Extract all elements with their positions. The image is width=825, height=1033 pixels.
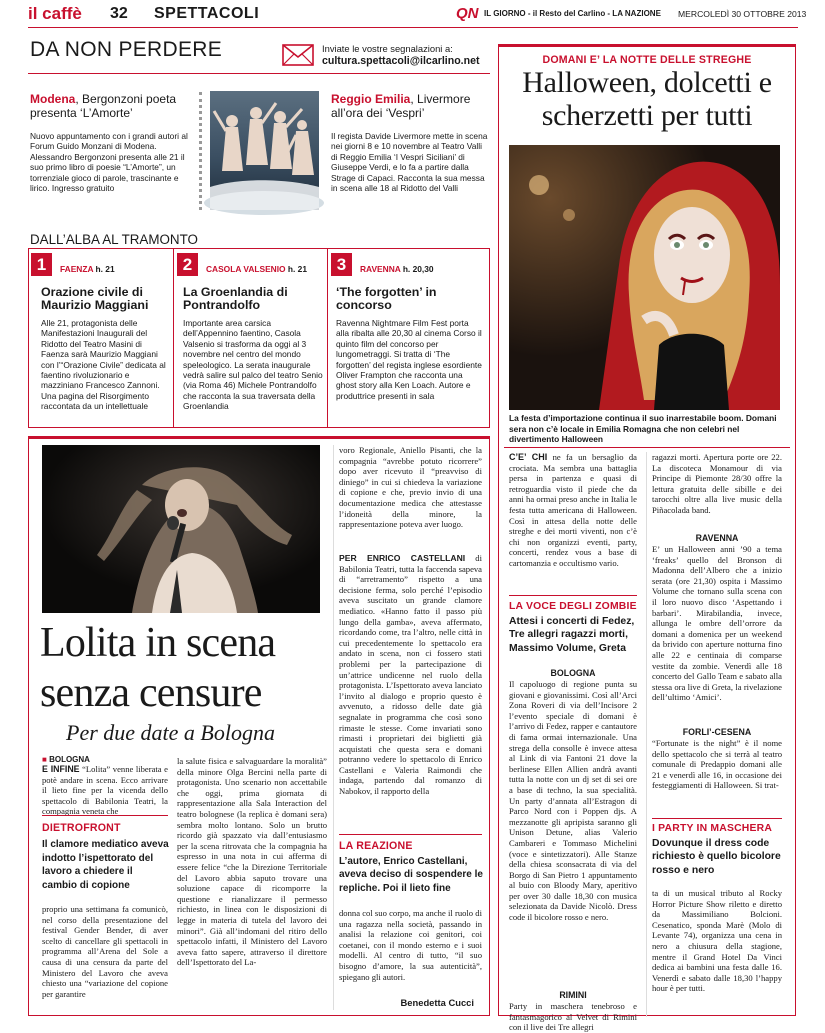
col3-text: di Babilonia Teatri, tutta la faccenda sapeva di “arretramento” rispetto a una decisione ferma, solo perché l’episodio aveva suscitato un grande clamore mediatico. «Hanno fatto il passo più lungo della gamba», aveva affermato, ricordando come, tra l’altro, nelle città in cui precedentemente lo spettacolo era andato in scena, non ci fossero stati problemi per la partecipazione di un’attrice undicenne nel ruolo della protagonista. L’Ispettorato aveva lanciato l’invito al dialogo e proprio questo è avvenuto, a ridosso delle date già segnalate in programma che così sono rimaste le stesse. Come invariati sono rimasti i proprietari dei biglietti già acquistati che questa sera e domani potranno vedere lo spettacolo di Enrico Castellani e Valeria Raimondi che indaga, partendo dal romanzo di Nabokov, il rapporto della <box>339 553 482 797</box>
article-author: Benedetta Cucci <box>400 997 474 1008</box>
dancers-photo <box>210 91 319 210</box>
bologna-label: BOLOGNA <box>550 668 596 678</box>
newspapers-label: IL GIORNO - il Resto del Carlino - LA NAZIONE <box>484 9 661 18</box>
event-place <box>60 264 115 274</box>
event-place <box>206 264 307 274</box>
event-number: 1 <box>31 253 52 276</box>
story-headline <box>30 92 195 120</box>
forli-body: “Fortunate is the night” è il nome dello spettacolo che si terrà al teatro comunale di Predappio domani alle 21 e venerdì alle 16, in occasione dei festeggiamenti di Halloween. Si trat- <box>652 738 782 791</box>
da-non-perdere-title: DA NON PERDERE <box>30 38 223 61</box>
lolita-lead-body <box>42 764 168 816</box>
page-header <box>28 4 807 28</box>
story-body: Nuovo appuntamento con i grandi autori al Forum Guido Monzani di Modena. Alessandro Bergonzoni presenta alle 21 il suo primo libro di poesie “L’Amorte”, un torrenziale gioco di parole, trascinante e lirico. Ingresso gratuito <box>30 131 188 194</box>
mail-icon <box>282 44 314 66</box>
halloween-photo <box>509 145 780 410</box>
invite-text: Inviate le vostre segnalazioni a: <box>322 43 453 54</box>
story-livermore <box>331 92 489 222</box>
event-city: FAENZA <box>60 264 94 274</box>
story-bergonzoni <box>30 92 195 222</box>
section-title: SPETTACOLI <box>154 5 260 22</box>
bologna-body: Il capoluogo di regione punta su giovani e giovanissimi. Così all’Arci Zona Roveri di via dell’Incisore 2 l’evento speciale di domani è l’arrivo di Fedez, rapper e cantautore di fama ormai internazionale. Una strega della consolle è invece attesa al Link di via Fantoni 21 dove la berlinese Ellen Allien andrà avanti tutta la notte con un dj set di sei ore a base di techno, la sua specialità. Un party d’annata all’Estragon di Parco Nord con i Poppen djs. A mezzanotte gli apripista saranno gli Unison Detune, alias Valerio Cambareri e Tommaso Michelini (voce e sintetizzatori). Alle Stanze della chiesa sconsacrata di via del Borgo di San Pietro 1 appuntamento al buio con Bloody Mary, aperitivo per over 30 dalle 18,30 con musica selezionata da Davide Nicolò. Dress code il bicolore rosso e nero. <box>509 679 637 923</box>
event-city: RAVENNA <box>360 264 401 274</box>
lolita-col3-bottom: donna col suo corpo, ma anche il ruolo di una ragazza nella società, passando in analisi la relazione coi genitori, coi coetanei, con il mondo esterno e i suoi modelli. Al centro di tutto, “il suo bisogno d’amore, la sua autenticità”, spiegano gli autori. <box>339 908 482 982</box>
dietrofront-kicker: DIETROFRONT <box>42 822 121 834</box>
lolita-lead <box>42 755 168 816</box>
rimini-body: Party in maschera tenebroso e fantasmagorico al Velvet di Rimini con il live dei Tre allegri <box>509 1001 637 1033</box>
event-body: Alle 21, protagonista delle Manifestazioni Inaugurali del Ridotto del Teatro Masini di Faenza sarà Maurizio Maggiani con l’“Orazione Civile” dedicata al faentino rivoluzionario e mazziniano Francesco Zannoni. Una pagina del Risorgimento raccontata da un intellettuale <box>41 318 166 412</box>
lead-body: ne fa un bersaglio da crociata. Ma sembra una battaglia persa in partenza e quasi di retroguardia visto il piede che da anni ha ormai preso anche in Italia le festa tutta americana di Halloween. Così in attesa della notte delle streghe e dei morti viventi, non c’è chi non organizzi eventi, party, concerti, rendez vous a base di cartomanzia e occultismo vario. <box>509 452 637 568</box>
halloween-caption: La festa d’importazione continua il suo inarrestabile boom. Domani sera non c’è locale in Emilia Romagna che non celebri nel divertimento Halloween <box>509 413 777 445</box>
lolita-place: ■ BOLOGNA <box>42 755 90 764</box>
event-title: La Groenlandia di Pontrandolfo <box>183 285 288 313</box>
event-time: h. 21 <box>95 264 115 274</box>
story-headline-rest: , Bergonzoni poeta presenta ‘L’Amorte’ <box>30 92 177 120</box>
story-city: Modena <box>30 92 76 106</box>
party-body: ta di un musical tributo al Rocky Horror Picture Show riletto e diretto da Massimiliano Bolcioni. Cesenatico, sponda Marè (Molo di Levante 74), organizza una cena in nero a chiusura della stagione, mentre il Grand Hotel Da Vinci dedica ai bambini una festa dalle 16. Venerdì e sabato dalle 18,30 l’happy hour è per tutti. <box>652 888 782 994</box>
party-subhead: Dovunque il dress code richiesto è quello bicolore rosso e nero <box>652 838 781 876</box>
event-city: CASOLA VALSENIO <box>206 264 286 274</box>
halloween-col2-top: ragazzi morti. Apertura porte ore 22. La discoteca Monamour di via Principe di Piemonte 28/30 offre la lettura gratuita delle sibille e dei tarocchi oltre alla live music della Piñacolada band. <box>652 452 782 515</box>
rimini-label: RIMINI <box>559 990 587 1000</box>
alba-title: DALL’ALBA AL TRAMONTO <box>30 232 198 247</box>
event-time: h. 21 <box>287 264 307 274</box>
dotted-divider <box>199 92 202 210</box>
invite-email[interactable]: cultura.spettacoli@ilcarlino.net <box>322 55 480 67</box>
story-headline-rest: , Livermore all’ora dei ‘Vespri’ <box>331 92 471 120</box>
reazione-kicker: LA REAZIONE <box>339 840 413 852</box>
event-body: Ravenna Nightmare Film Fest porta alla ribalta alle 20,30 al cinema Corso il quinto film del concorso per lungometraggi. Si tratta di ‘The forgotten’ del regista inglese esordiente Oliver Frampton che racconta una ghost story alla Ken Loach. Autore e produttrice presenti in sala <box>336 318 482 401</box>
page-date: MERCOLEDÌ 30 OTTOBRE 2013 <box>678 9 807 19</box>
lolita-title: Lolita in scena senza censure <box>40 620 276 716</box>
event-time: h. 20,30 <box>402 264 434 274</box>
lead-label: C’E’ CHI <box>509 452 548 462</box>
lolita-col2: la salute fisica e salvaguardare la moralità” della minore Olga Bercini nella parte di protagonista. Uno scenario non accettabile che oggi, prima giornata di rappresentazione alla Sala Interaction del teatro bolognese (la replica è domani sera) sembra molto lontano. Solo un brutto ricordo già spazzato via dall’entusiasmo per la scena ritrovata che la compagnia ha espresso in una nota in cui afferma di essere felice “che la Direzione Territoriale del Lavoro abbia saputo trovare una soluzione capace di ricomporre la questione e rianalizzare il permesso richiesto, in linea con le disposizioni di legge in materia di tutela del lavoro dei minori”. Già all’indomani del ritiro dello spettacolo infatti, il Ministero del Lavoro aveva fatto sapere, attraverso il direttore dell’Ispettorato del La- <box>177 756 327 968</box>
qn-logo: QN <box>456 5 479 22</box>
lolita-col3-top: voro Regionale, Aniello Pisanti, che la compagnia “avrebbe potuto ricorrere” dopo aver ricevuto il “preavviso di diniego” in cui si chiedeva la variazione di copione e che, previo invio di una documentazione medica che attestasse l’idoneità della minore, la rappresentazione poteva aver luogo. <box>339 445 482 530</box>
event-place <box>360 264 434 274</box>
zombie-kicker: LA VOCE DEGLI ZOMBIE <box>509 601 637 612</box>
story-headline <box>331 92 489 120</box>
lolita-col1-bottom: proprio una settimana fa comunicò, nel corso della presentazione del festival Gender Bender, di aver scelto di cancellare gli spettacoli in programma all’Arena del Sole a causa di una censura da parte del Ministero del Lavoro che aveva chiesto una “variazione del copione per garantire <box>42 904 168 999</box>
halloween-title: Halloween, dolcetti e scherzetti per tutti <box>522 66 772 132</box>
lolita-subtitle: Per due date a Bologna <box>66 720 275 745</box>
page-number: 32 <box>110 5 128 22</box>
event-number: 2 <box>177 253 198 276</box>
party-kicker: I PARTY IN MASCHERA <box>652 823 773 834</box>
dietrofront-subhead: Il clamore mediatico aveva indotto l’ispettorato del lavoro a chiedere il cambio di copione <box>42 839 169 891</box>
halloween-lead <box>509 452 637 590</box>
reazione-subhead: L’autore, Enrico Castellani, aveva deciso di sospendere le repliche. Poi il lieto fine <box>339 856 483 894</box>
event-title: Orazione civile di Maurizio Maggiani <box>41 285 149 313</box>
place-label: BOLOGNA <box>49 755 90 764</box>
halloween-kicker: DOMANI E’ LA NOTTE DELLE STREGHE <box>542 54 752 66</box>
event-number: 3 <box>331 253 352 276</box>
lead-body: “Lolita” venne liberata e potè andare in scena. Ecco arrivare il lieto fine per la vicenda dello spettacolo di Babilonia Teatri, la compagnia veneta che <box>42 764 168 817</box>
ravenna-label: RAVENNA <box>695 533 739 543</box>
story-city: Reggio Emilia <box>331 92 411 106</box>
story-body: Il regista Davide Livermore mette in scena nei giorni 8 e 10 novembre al Teatro Valli di Reggio Emilia ‘I Vespri Siciliani’ di Giuseppe Verdi, e lo fa a partire dalla Strage di Capaci. Racconta la sua messa in scena alle 18 al Ridotto del Valli <box>331 131 488 194</box>
forli-label: FORLI’-CESENA <box>682 727 752 737</box>
lead-label: E INFINE <box>42 764 80 774</box>
ravenna-body: E’ un Halloween anni ’90 a tema ‘freaks’ quello del Bronson di Madonna dell’Albero che a inizio serata (ore 21,30) ospita i Massimo Volume che tornano sulla scena con il loro nuovo disco ‘Aspettando i barbari’. Mirabilandia, invece, allunga le ombre dell’orrore da domani a domenica per un weekend da brivido con aperture notturna fino alle 22 e centinaia di comparse vestite da zombie. Venerdì alle 18 concerto del Gallo Team e sabato alla stessa ora live di Greta, la rivelazione dell’ultimo ‘Amici’. <box>652 544 782 703</box>
byline-intro: PER ENRICO CASTELLANI <box>339 553 466 563</box>
lolita-col3-body <box>339 553 482 830</box>
event-body: Importante area carsica dell’Appennino faentino, Casola Valsenio si trasforma da oggi al 3 novembre nel centro del mondo speleologico. La serata inaugurale vedrà salire sul palco del teatro Senio (via Roma 46) Michele Pontrandolfo che racconta la sua traversata della Groenlandia <box>183 318 323 412</box>
lolita-photo <box>42 445 320 613</box>
section-label: il caffè <box>28 4 82 23</box>
event-title: ‘The forgotten’ in concorso <box>336 285 437 313</box>
zombie-subhead: Attesi i concerti di Fedez, Tre allegri ragazzi morti, Massimo Volume, Greta <box>509 616 635 654</box>
